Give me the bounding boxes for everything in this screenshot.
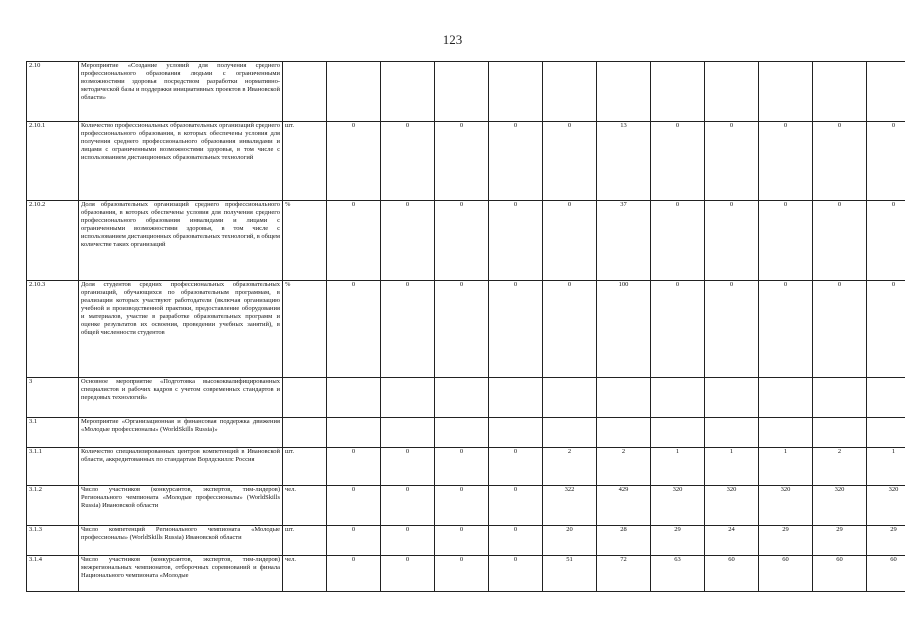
value-cell: 0 (489, 122, 543, 201)
value-cell: 0 (327, 448, 381, 486)
value-cell: 0 (705, 281, 759, 378)
indicator-description-cell: Мероприятие «Организационная и финансовая поддержка движения «Молодые профессионалы» (WorldSkills Russia)» (79, 418, 283, 448)
indicator-description-cell: Мероприятие «Создание условий для получения среднего профессионального образования людьми с ограниченными возможностями здоровья посредством разработки нормативно-методической базы и поддержки инициативных проектов в Ивановской области» (79, 62, 283, 122)
value-cell (813, 418, 867, 448)
value-cell: 0 (327, 122, 381, 201)
unit-cell (283, 378, 327, 418)
table-row (27, 448, 905, 486)
value-cell: 0 (867, 281, 905, 378)
value-cell: 0 (759, 122, 813, 201)
value-cell (543, 62, 597, 122)
value-cell: 429 (597, 486, 651, 526)
value-cell: 0 (489, 486, 543, 526)
value-cell: 37 (597, 201, 651, 281)
value-cell: 0 (543, 201, 597, 281)
unit-cell: шт. (283, 122, 327, 201)
value-cell: 51 (543, 556, 597, 592)
value-cell: 1 (867, 448, 905, 486)
value-cell (543, 418, 597, 448)
value-cell (597, 62, 651, 122)
value-cell: 0 (327, 556, 381, 592)
value-cell (327, 378, 381, 418)
value-cell: 29 (651, 526, 705, 556)
value-cell: 0 (651, 122, 705, 201)
value-cell: 0 (381, 526, 435, 556)
value-cell: 0 (759, 281, 813, 378)
table-row (27, 526, 905, 556)
value-cell: 0 (435, 526, 489, 556)
value-cell: 100 (597, 281, 651, 378)
value-cell: 0 (381, 281, 435, 378)
value-cell: 20 (543, 526, 597, 556)
row-number-cell: 2.10 (27, 62, 79, 122)
value-cell: 29 (813, 526, 867, 556)
unit-cell (283, 418, 327, 448)
value-cell (813, 62, 867, 122)
value-cell: 0 (489, 201, 543, 281)
indicator-description-cell: Основное мероприятие «Подготовка высококвалифицированных специалистов и рабочих кадров с учетом современных стандартов и передовых технологий» (79, 378, 283, 418)
value-cell (705, 418, 759, 448)
unit-cell: чел. (283, 556, 327, 592)
value-cell (759, 62, 813, 122)
value-cell: 0 (651, 281, 705, 378)
value-cell (651, 378, 705, 418)
table-row (27, 201, 905, 281)
value-cell: 322 (543, 486, 597, 526)
value-cell (597, 418, 651, 448)
value-cell: 320 (651, 486, 705, 526)
row-number-cell: 3.1 (27, 418, 79, 448)
value-cell: 0 (381, 201, 435, 281)
indicator-description-cell: Доля образовательных организаций среднего профессионального образования, в которых обеспечены условия для получения среднего профессионального образования инвалидами и лицами с ограниченными возможностями здоровья, в том числе с использованием дистанционных образовательных технологий, в общем количестве таких организаций (79, 201, 283, 281)
value-cell: 0 (435, 556, 489, 592)
value-cell: 0 (327, 526, 381, 556)
indicator-description-cell: Число участников (конкурсантов, экспертов, тим-лидеров) Регионального чемпионата «Молодые профессионалы» (WorldSkills Russia) Ивановской области (79, 486, 283, 526)
table-row (27, 378, 905, 418)
indicator-description-cell: Число участников (конкурсантов, экспертов, тим-лидеров) межрегиональных чемпионатов, отборочных соревнований и финала Национального чемпионата «Молодые (79, 556, 283, 592)
value-cell: 29 (867, 526, 905, 556)
row-number-cell: 2.10.2 (27, 201, 79, 281)
value-cell: 60 (867, 556, 905, 592)
unit-cell: % (283, 281, 327, 378)
row-number-cell: 3.1.4 (27, 556, 79, 592)
value-cell: 0 (867, 201, 905, 281)
table-row (27, 122, 905, 201)
row-number-cell: 2.10.3 (27, 281, 79, 378)
value-cell (813, 378, 867, 418)
value-cell: 72 (597, 556, 651, 592)
value-cell: 0 (813, 122, 867, 201)
value-cell (597, 378, 651, 418)
value-cell (705, 62, 759, 122)
value-cell: 0 (435, 281, 489, 378)
value-cell: 0 (705, 122, 759, 201)
value-cell (759, 378, 813, 418)
row-number-cell: 3.1.2 (27, 486, 79, 526)
value-cell (867, 418, 905, 448)
value-cell: 0 (435, 486, 489, 526)
value-cell: 0 (813, 281, 867, 378)
row-number-cell: 3.1.1 (27, 448, 79, 486)
page-number: 123 (442, 32, 463, 47)
value-cell: 0 (435, 122, 489, 201)
value-cell (651, 62, 705, 122)
value-cell: 0 (489, 526, 543, 556)
value-cell: 0 (489, 281, 543, 378)
value-cell (867, 378, 905, 418)
table-row (27, 418, 905, 448)
value-cell: 0 (867, 122, 905, 201)
indicator-description-cell: Число компетенций Регионального чемпионата «Молодые профессионалы» (WorldSkills Russia) Ивановской области (79, 526, 283, 556)
value-cell (435, 418, 489, 448)
value-cell: 0 (651, 201, 705, 281)
table-row (27, 486, 905, 526)
value-cell (381, 378, 435, 418)
value-cell: 29 (759, 526, 813, 556)
value-cell: 0 (705, 201, 759, 281)
row-number-cell: 3 (27, 378, 79, 418)
value-cell: 0 (813, 201, 867, 281)
value-cell: 1 (705, 448, 759, 486)
value-cell: 0 (327, 281, 381, 378)
value-cell: 13 (597, 122, 651, 201)
value-cell (435, 62, 489, 122)
value-cell: 60 (705, 556, 759, 592)
value-cell: 0 (543, 122, 597, 201)
indicator-description-cell: Количество специализированных центров компетенций в Ивановской области, аккредитованных по стандартам Ворлдскиллс Россия (79, 448, 283, 486)
value-cell (327, 62, 381, 122)
value-cell (867, 62, 905, 122)
table-row (27, 281, 905, 378)
value-cell: 320 (759, 486, 813, 526)
value-cell (489, 62, 543, 122)
value-cell (489, 418, 543, 448)
value-cell: 63 (651, 556, 705, 592)
indicators-table (26, 61, 905, 592)
table-row (27, 62, 905, 122)
value-cell: 60 (813, 556, 867, 592)
value-cell (381, 418, 435, 448)
value-cell: 2 (543, 448, 597, 486)
value-cell: 0 (435, 448, 489, 486)
value-cell (705, 378, 759, 418)
value-cell: 320 (813, 486, 867, 526)
value-cell: 1 (759, 448, 813, 486)
value-cell (381, 62, 435, 122)
value-cell: 0 (327, 201, 381, 281)
value-cell: 24 (705, 526, 759, 556)
unit-cell: шт. (283, 448, 327, 486)
unit-cell: чел. (283, 486, 327, 526)
value-cell (759, 418, 813, 448)
value-cell: 0 (381, 556, 435, 592)
value-cell: 320 (705, 486, 759, 526)
unit-cell: шт. (283, 526, 327, 556)
value-cell: 2 (597, 448, 651, 486)
indicator-description-cell: Доля студентов средних профессиональных образовательных организаций, обучающихся по образовательным программам, в реализации которых участвуют работодатели (включая организацию учебной и производственной практики, предоставление оборудования и материалов, участие в разработке образовательных программ и оценке результатов их освоения, проведении учебных занятий), в общей численности студентов (79, 281, 283, 378)
value-cell: 0 (381, 448, 435, 486)
value-cell: 0 (489, 556, 543, 592)
value-cell (435, 378, 489, 418)
indicator-description-cell: Количество профессиональных образовательных организаций среднего профессионального образования, в которых обеспечены условия для получения среднего профессионального образования инвалидами и лицами с ограниченными возможностями здоровья, в том числе с использованием дистанционных образовательных технологий (79, 122, 283, 201)
value-cell: 2 (813, 448, 867, 486)
value-cell: 0 (489, 448, 543, 486)
value-cell: 0 (327, 486, 381, 526)
value-cell: 1 (651, 448, 705, 486)
value-cell: 0 (543, 281, 597, 378)
value-cell: 60 (759, 556, 813, 592)
value-cell: 0 (435, 201, 489, 281)
row-number-cell: 2.10.1 (27, 122, 79, 201)
unit-cell (283, 62, 327, 122)
value-cell: 0 (759, 201, 813, 281)
value-cell (489, 378, 543, 418)
value-cell: 28 (597, 526, 651, 556)
row-number-cell: 3.1.3 (27, 526, 79, 556)
value-cell: 0 (381, 122, 435, 201)
table-row (27, 556, 905, 592)
value-cell: 0 (381, 486, 435, 526)
value-cell (543, 378, 597, 418)
unit-cell: % (283, 201, 327, 281)
value-cell (327, 418, 381, 448)
value-cell: 320 (867, 486, 905, 526)
value-cell (651, 418, 705, 448)
